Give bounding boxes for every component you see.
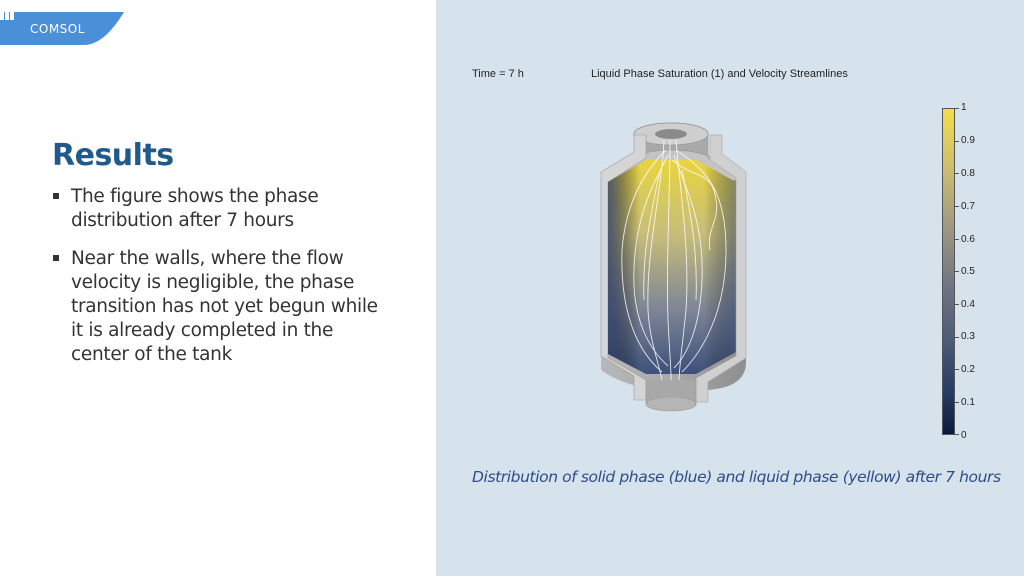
tank-cutaway-image	[586, 110, 786, 420]
colorbar-tick-label: 0.4	[961, 299, 975, 310]
bullet-text: The figure shows the phase distribution after 7 hours	[71, 186, 319, 231]
bullet-square-icon	[53, 255, 59, 261]
results-text-column	[52, 138, 382, 381]
colorbar-tick-label: 0.9	[961, 135, 975, 146]
plot-title: Liquid Phase Saturation (1) and Velocity Streamlines	[591, 68, 848, 80]
bullet-item	[52, 185, 382, 233]
colorbar-tick-label: 1	[961, 102, 967, 113]
plot-time-label: Time = 7 h	[472, 68, 524, 80]
colorbar-tick-label: 0.6	[961, 234, 975, 245]
page-title: Results	[52, 138, 174, 173]
colorbar-tick-label: 0	[961, 430, 967, 441]
figure-panel	[436, 0, 1024, 576]
colorbar-tick-label: 0.2	[961, 364, 975, 375]
colorbar	[942, 108, 955, 435]
bullet-item	[52, 247, 382, 367]
colorbar-tick-label: 0.3	[961, 331, 975, 342]
colorbar-tick-label: 0.5	[961, 266, 975, 277]
comsol-logo	[0, 12, 124, 45]
bullet-square-icon	[53, 193, 59, 199]
colorbar-tick-label: 0.7	[961, 201, 975, 212]
logo-text: COMSOL	[30, 22, 85, 36]
comsol-mark-icon	[0, 12, 14, 20]
figure-caption: Distribution of solid phase (blue) and liquid phase (yellow) after 7 hours	[472, 468, 1001, 486]
bullet-text: Near the walls, where the flow velocity is negligible, the phase transition has not yet begun while it is already completed in the center of the tank	[71, 248, 378, 365]
colorbar-tick-label: 0.8	[961, 168, 975, 179]
colorbar-tick-label: 0.1	[961, 397, 975, 408]
bullet-list	[52, 185, 382, 367]
